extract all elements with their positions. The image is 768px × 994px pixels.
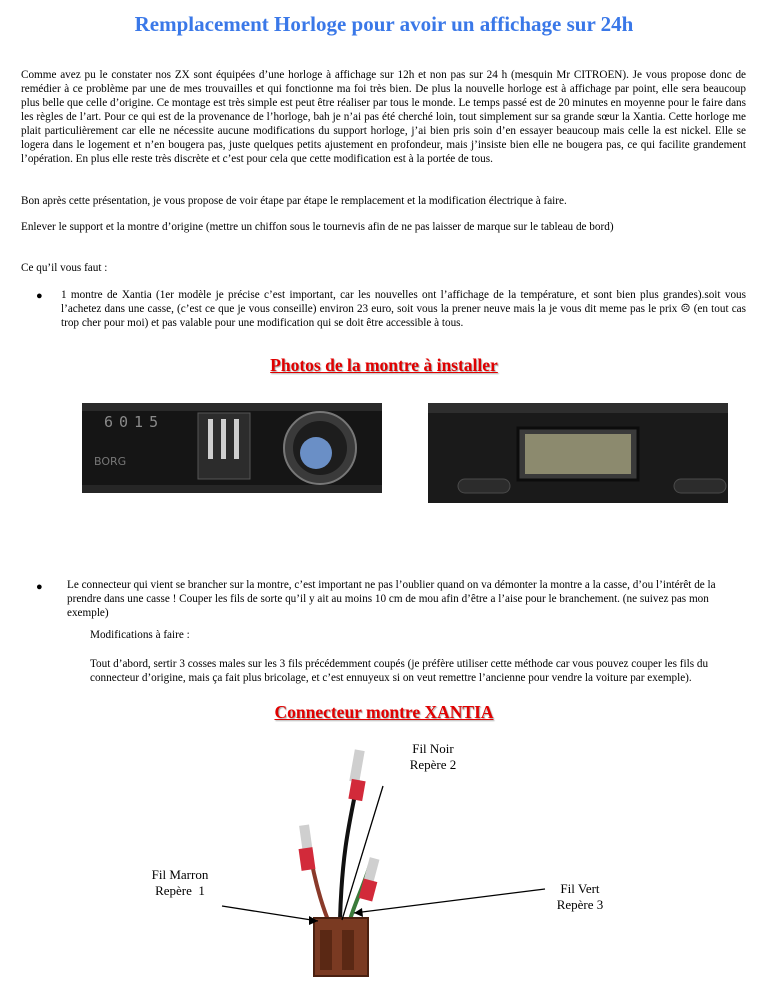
label-green-wire-name: Fil Vert [560,881,600,896]
part-number-text: 6015 [104,413,165,431]
label-brown-wire [130,867,230,899]
label-brown-wire-name: Fil Marron [151,867,209,882]
label-black-wire [383,741,483,773]
page-title: Remplacement Horloge pour avoir un affichage sur 24h [134,12,634,36]
intro-paragraph: Comme avez pu le constater nos ZX sont équipées d’une horloge à affichage sur 12h et non pas sur 24 h (mesquin Mr CITROEN). Je vous propose donc de remédier à ce problème par une de mes trouvailles et qui fonctionne ma foi très bien. De plus la nouvelle horloge est à affichage par point, elle sera beaucoup plus belle que celle d’origine. Ce montage est très simple est peut être réaliser par tous le monde. Le temps passé est de 20 minutes en moyenne pour le faire dans les règles de l’art. Pour ce qui est de la provenance de l’horloge, bah je n’ai pas été cherché loin, tout simplement sur sa grande sœur la Xantia. Cette horloge me plait particulièrement car elle ne nécessite aucune modifications du support horloge, j’ai bien pris soin d’en essayer beaucoup mais celle la est nickel. Elle se logera dans le logement et n’en bougera pas, juste quelques petits ajustement en profondeur, mais j’insiste bien elle ne bougera pas, ce qui facilite grandement l’opération. En plus elle reste très discrète et c’est pour cela que cette modification est à la portée de tous. [21,69,746,165]
bullet-item-xantia-clock: 1 montre de Xantia (1er modèle je précise c’est important, car les nouvelles ont l’affichage de la température, et sont bien plus grandes).soit vous l’achetez dans une casse, (c’est ce que je vous conseille) environ 23 euro, soit vous la prener neuve mais la je vous dit meme pas le prix ☹ (en tout cas trop cher pour moi) et pas valable pour une modification qui se doit être accessible à tous. [61,289,746,329]
bullet-icon: ● [36,581,43,593]
presentation-paragraph: Bon après cette présentation, je vous propose de voir étape par étape le remplacement et la modification électrique à faire. [21,195,567,207]
clock-back-photo [82,403,382,493]
requirements-heading: Ce qu’il vous faut : [21,262,108,274]
bullet-icon: ● [36,290,43,302]
clock-front-photo [428,403,728,503]
remove-support-paragraph: Enlever le support et la montre d’origine (mettre un chiffon sous le tournevis afin de ne pas laisser de marque sur le tableau de bord) [21,221,614,233]
label-black-wire-mark: Repère 2 [409,757,457,772]
annotation-lines [0,740,768,994]
section-title-photos: Photos de la montre à installer [270,355,498,375]
modifications-paragraph: Tout d’abord, sertir 3 cosses males sur les 3 fils précédemment coupés (je préfère utiliser cette méthode car vous pouvez couper les fils du connecteur d’origine, mais ça fait plus bricolage, et c’est ennuyeux si on veut remettre l’ancienne pour vendre la voiture par exemple). [90,658,709,684]
clock-front-illustration [428,403,728,503]
section-title-connector: Connecteur montre XANTIA [274,702,494,722]
label-brown-wire-mark: Repère 1 [155,883,205,898]
label-black-wire-name: Fil Noir [412,741,454,756]
bullet-item-connector: Le connecteur qui vient se brancher sur la montre, c’est important ne pas l’oublier quand on va démonter la montre a la casse, d’ou l’intérêt de la prendre dans une casse ! Couper les fils de sorte qu’il y ait au moins 10 cm de mou afin d’être a l’aise pour le branchement. (ne suivez pas mon exemple) [67,579,716,619]
label-green-wire-mark: Repère 3 [556,897,604,912]
brand-text: BORG [94,455,127,468]
modifications-heading: Modifications à faire : [90,629,190,641]
label-green-wire [530,881,630,913]
